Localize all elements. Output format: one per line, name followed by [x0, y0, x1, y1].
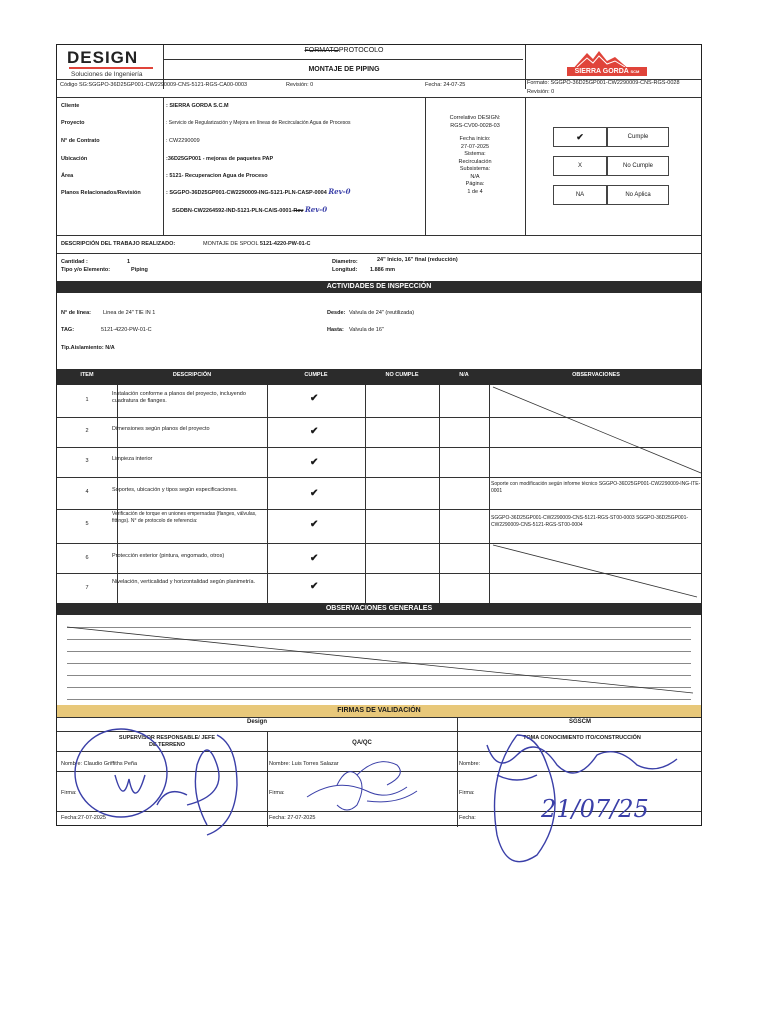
label-area: Área	[61, 173, 74, 179]
diametro-value: 24" Inicio, 16" final (reducción)	[377, 257, 458, 263]
trabajo-code: 5121-4220-PW-01-C	[259, 241, 311, 247]
linea-label: N° de línea:	[61, 310, 92, 316]
plano2-code: SGDBN-CW2264592-IND-5121-PLN-CAIS-0001-	[172, 208, 294, 214]
row7-cumple: ✔	[310, 581, 319, 592]
firma-ito: Firma:	[459, 790, 475, 796]
label-proyecto: Proyecto	[61, 120, 85, 126]
row1-desc: Instalación conforme a planos del proyecto, incluyendo cuadratura de flanges.	[112, 391, 246, 404]
correlativo-title: Correlativo DESIGN:	[449, 115, 501, 121]
protocol-sheet	[56, 44, 702, 826]
row6-desc: Protección exterior (pintura, engomado, otros)	[112, 553, 225, 559]
pagina-label: Página:	[465, 181, 485, 187]
qaqc-role: QA/QC	[352, 740, 372, 746]
header-nocumple: NO CUMPLE	[385, 372, 419, 378]
fecha-qaqc: Fecha: 27-07-2025	[269, 815, 316, 821]
tipo-value: Piping	[131, 267, 148, 273]
row1-item: 1	[85, 397, 89, 403]
row1-cumple: ✔	[310, 393, 319, 404]
logo-suffix: SCM	[630, 69, 640, 74]
row6-cumple: ✔	[310, 553, 319, 564]
plano2-rev: Rev-0	[304, 205, 328, 214]
logo-word: DESIGN	[67, 48, 139, 67]
desde-label: Desde:	[327, 310, 346, 316]
doc-title: MONTAJE DE PIPING	[308, 66, 380, 73]
row4-item: 4	[85, 489, 89, 495]
legend-cumple-text: Cumple	[607, 127, 669, 147]
firmas-band: FIRMAS DE VALIDACIÓN	[57, 705, 701, 717]
inspeccion-band: ACTIVIDADES DE INSPECCIÓN	[57, 281, 701, 293]
row4-obs: Soporte con modificación según informe técnico SGGPO-36D25GP001-CW2290009-ING-ITE-0001	[491, 481, 701, 494]
label-ubicacion: Ubicación	[61, 156, 88, 162]
handwritten-date: 21/07/25	[541, 795, 649, 823]
correlativo-value: RGS-CV00-0028-03	[450, 122, 500, 129]
row2-desc: Dimensiones según planos del proyecto	[112, 426, 210, 432]
plano2-struck: Rev	[293, 208, 304, 214]
nombre-qaqc: Nombre: Luis Torres Salazar	[269, 761, 339, 767]
legend-cumple-symbol: ✔	[553, 127, 607, 147]
hasta-value: Valvula de 16"	[349, 327, 384, 333]
legend-na-text: No Aplica	[607, 185, 669, 205]
longitud-value: 1.886 mm	[370, 267, 396, 273]
firma-supervisor: Firma:	[61, 790, 77, 796]
legend-nocumple-symbol: X	[553, 156, 607, 176]
row7-desc: Nivelación, verticalidad y horizontalidad según planimetría.	[112, 579, 256, 585]
row3-desc: Limpieza interior	[112, 456, 153, 462]
hasta-label: Hasta:	[327, 327, 344, 333]
label-cliente: Cliente	[61, 103, 80, 109]
protocol-label: PROTOCOLO	[338, 47, 384, 54]
fecha-supervisor: Fecha:27-07-2025	[61, 815, 106, 821]
label-planos: Planos Relacionados/Revisión	[61, 190, 141, 196]
row5-item: 5	[85, 521, 89, 527]
nombre-ito: Nombre:	[459, 761, 481, 767]
desde-value: Valvula de 24" (reutilizada)	[349, 310, 415, 316]
legend-nocumple-text: No Cumple	[607, 156, 669, 176]
row2-item: 2	[85, 428, 89, 434]
fecha-ito: Fecha:	[459, 815, 476, 821]
sgscm-header: SGSCM	[568, 719, 591, 725]
signatures	[57, 45, 703, 865]
fecha-inicio-label: Fecha inicio:	[459, 136, 491, 142]
signature-qaqc	[307, 762, 417, 810]
legend-na-symbol: NA	[553, 185, 607, 205]
observaciones-band: OBSERVACIONES GENERALES	[57, 603, 701, 615]
fecha-inicio-value: 27-07-2025	[460, 143, 490, 150]
value-proyecto: : Servicio de Regularización y Mejora en líneas de Recirculación Agua de Procesos	[166, 120, 351, 126]
diametro-label: Diametro:	[332, 259, 358, 265]
row2-cumple: ✔	[310, 426, 319, 437]
subsistema-value: N/A	[470, 173, 480, 180]
value-ubicacion: :36D25GP001 - mejoras de paquetes PAP	[166, 156, 274, 162]
revision-2: Revisión: 0	[527, 89, 555, 95]
header-observaciones: OBSERVACIONES	[572, 372, 620, 378]
logo-subtitle: Soluciones de Ingeniería	[71, 71, 143, 78]
row5-obs: SGGPO-36D25GP001-CW2290009-CNS-5121-RGS-ST00-0003 SGGPO-36D25GP001-CW2290009-CNS-5121-RGS-ST00-0004	[491, 515, 689, 528]
header-cumple: CUMPLE	[304, 372, 328, 378]
cantidad-value: 1	[127, 259, 131, 265]
aislamiento-value: N/A	[105, 345, 115, 351]
row3-item: 3	[85, 458, 89, 464]
signature-supervisor	[75, 729, 237, 835]
supervisor-role: SUPERVISOR RESPONSABLE/ JEFE DE TERRENO	[118, 735, 216, 748]
nombre-supervisor: Nombre: Claudio Griffiths Peña	[61, 761, 138, 767]
tag-label: TAG:	[61, 327, 75, 333]
header-descripcion: DESCRIPCIÓN	[172, 372, 212, 378]
row5-desc: Verificación de torque en uniones empernadas (flanges, válvulas, fittings). N° de protocolo de referencia:	[112, 511, 257, 524]
formato: Formato: SGGPO-36D25GP001-CW2290009-CNS-RGS-0028	[527, 80, 680, 86]
fecha: Fecha: 24-07-25	[425, 82, 466, 88]
row4-desc: Soportes, ubicación y tipos según especificaciones.	[112, 487, 238, 493]
aislamiento-label-text: Tip.Aislamiento:	[61, 345, 104, 351]
row5-cumple: ✔	[310, 519, 319, 530]
row7-item: 7	[85, 585, 89, 591]
plano1-rev: Rev-0	[328, 187, 351, 196]
trabajo-prefix: MONTAJE DE SPOOL	[203, 241, 259, 247]
trabajo-label: DESCRIPCIÓN DEL TRABAJO REALIZADO:	[61, 241, 176, 247]
value-contrato: : CW2290009	[166, 138, 200, 144]
firma-qaqc: Firma:	[269, 790, 285, 796]
toma-role: TOMA CONOCIMIENTO ITO/CONSTRUCCIÓN	[523, 735, 641, 741]
row3-cumple: ✔	[310, 457, 319, 468]
header-na: N/A	[459, 372, 469, 378]
cantidad-label: Cantidad :	[61, 259, 88, 265]
pagina-value: 1 de 4	[467, 188, 483, 195]
design-header: Design	[246, 719, 267, 725]
subsistema-label: Subsistema:	[459, 166, 491, 172]
codigo: Código SG:SGGPO-36D25GP001-CW2290009-CNS-5121-RGS-CA00-0003	[60, 82, 248, 88]
row6-item: 6	[85, 555, 89, 561]
label-contrato: N° de Contrato	[61, 138, 100, 144]
plano1-code: : SGGPO-36D25GP001-CW2290009-ING-5121-PLN-CASP-0004	[166, 190, 327, 196]
value-area: : 5121- Recuperacion Agua de Proceso	[166, 173, 268, 179]
sistema-label: Sistema:	[464, 151, 486, 157]
protocol-struck: FORMATO	[304, 47, 339, 54]
longitud-label: Longitud:	[332, 267, 358, 273]
revision: Revisión: 0	[286, 82, 314, 88]
tag-value: 5121-4220-PW-01-C	[101, 327, 152, 333]
tipo-label: Tipo y/o Elemento:	[61, 267, 111, 273]
sistema-value: Recirculación	[458, 158, 492, 165]
header-item: ITEM	[80, 372, 94, 378]
linea-value: Linea de 24" TIE IN 1	[103, 310, 156, 316]
logo-text: SIERRA GORDA	[574, 68, 629, 75]
value-cliente: : SIERRA GORDA S.C.M	[166, 103, 229, 109]
row4-cumple: ✔	[310, 488, 319, 499]
